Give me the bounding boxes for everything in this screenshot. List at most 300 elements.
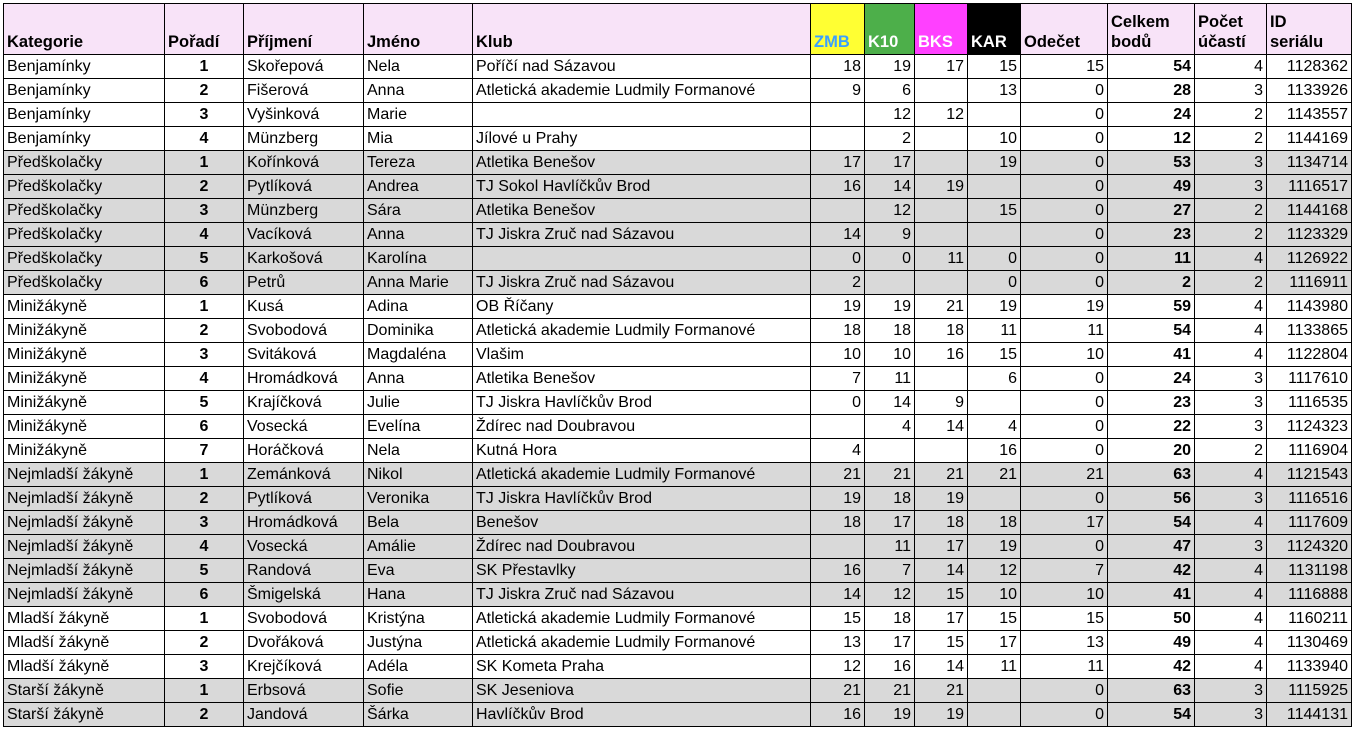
cell-celkem: 54: [1108, 55, 1195, 79]
cell-poradi: 1: [165, 679, 244, 703]
table-row: [4, 679, 1352, 703]
cell-jmeno: Anna: [364, 79, 473, 103]
cell-klub: Vlašim: [473, 343, 811, 367]
cell-k10: 11: [865, 367, 915, 391]
cell-poradi: 1: [165, 463, 244, 487]
cell-kategorie: Minižákyně: [4, 295, 165, 319]
header-id-line2: seriálu: [1270, 33, 1324, 51]
cell-kategorie: Starší žákyně: [4, 703, 165, 727]
cell-odecet: 0: [1021, 199, 1108, 223]
cell-bks: 17: [915, 607, 968, 631]
cell-kar: 10: [968, 127, 1021, 151]
table-row: [4, 247, 1352, 271]
cell-klub: TJ Jiskra Zruč nad Sázavou: [473, 271, 811, 295]
cell-celkem: 54: [1108, 703, 1195, 727]
cell-id: 1143980: [1267, 295, 1352, 319]
cell-k10: 7: [865, 559, 915, 583]
cell-odecet: 0: [1021, 103, 1108, 127]
cell-odecet: 0: [1021, 151, 1108, 175]
cell-pocet: 3: [1195, 535, 1267, 559]
cell-poradi: 3: [165, 343, 244, 367]
cell-zmb: 0: [811, 391, 865, 415]
cell-jmeno: Anna: [364, 223, 473, 247]
header-klub: Klub: [473, 4, 811, 55]
header-pocet-line2: účastí: [1198, 33, 1246, 51]
header-id: [1267, 4, 1352, 55]
cell-zmb: 14: [811, 583, 865, 607]
table-row: [4, 223, 1352, 247]
cell-pocet: 3: [1195, 79, 1267, 103]
cell-k10: 12: [865, 583, 915, 607]
cell-pocet: 3: [1195, 703, 1267, 727]
cell-zmb: 21: [811, 679, 865, 703]
cell-bks: 19: [915, 175, 968, 199]
cell-zmb: 12: [811, 655, 865, 679]
cell-pocet: 2: [1195, 223, 1267, 247]
cell-poradi: 2: [165, 703, 244, 727]
table-row: [4, 103, 1352, 127]
table-row: [4, 199, 1352, 223]
header-row: [4, 4, 1352, 55]
table-row: [4, 271, 1352, 295]
cell-odecet: 0: [1021, 223, 1108, 247]
cell-k10: 19: [865, 295, 915, 319]
table-row: [4, 151, 1352, 175]
cell-bks: 14: [915, 415, 968, 439]
cell-id: 1128362: [1267, 55, 1352, 79]
cell-pocet: 4: [1195, 559, 1267, 583]
cell-zmb: 13: [811, 631, 865, 655]
cell-pocet: 3: [1195, 679, 1267, 703]
cell-poradi: 3: [165, 103, 244, 127]
cell-prijmeni: Pytlíková: [244, 175, 364, 199]
table-row: [4, 703, 1352, 727]
cell-jmeno: Adina: [364, 295, 473, 319]
cell-pocet: 2: [1195, 103, 1267, 127]
cell-klub: Atletika Benešov: [473, 367, 811, 391]
cell-pocet: 4: [1195, 247, 1267, 271]
cell-bks: [915, 439, 968, 463]
header-odecet: Odečet: [1021, 4, 1108, 55]
cell-jmeno: Julie: [364, 391, 473, 415]
results-body: [4, 55, 1352, 727]
cell-kategorie: Nejmladší žákyně: [4, 559, 165, 583]
cell-celkem: 53: [1108, 151, 1195, 175]
cell-klub: TJ Sokol Havlíčkův Brod: [473, 175, 811, 199]
cell-kar: 16: [968, 439, 1021, 463]
cell-prijmeni: Svitáková: [244, 343, 364, 367]
header-jmeno: Jméno: [364, 4, 473, 55]
cell-id: 1131198: [1267, 559, 1352, 583]
cell-jmeno: Nela: [364, 55, 473, 79]
cell-prijmeni: Zemánková: [244, 463, 364, 487]
cell-celkem: 24: [1108, 103, 1195, 127]
cell-id: 1133865: [1267, 319, 1352, 343]
cell-jmeno: Dominika: [364, 319, 473, 343]
cell-id: 1121543: [1267, 463, 1352, 487]
cell-poradi: 4: [165, 535, 244, 559]
cell-celkem: 22: [1108, 415, 1195, 439]
cell-zmb: 19: [811, 487, 865, 511]
cell-jmeno: Hana: [364, 583, 473, 607]
cell-kar: 0: [968, 271, 1021, 295]
cell-bks: 14: [915, 559, 968, 583]
cell-prijmeni: Kusá: [244, 295, 364, 319]
cell-poradi: 1: [165, 295, 244, 319]
cell-poradi: 4: [165, 223, 244, 247]
results-table: [3, 3, 1352, 727]
cell-poradi: 1: [165, 55, 244, 79]
cell-klub: Atletická akademie Ludmily Formanové: [473, 319, 811, 343]
cell-zmb: 4: [811, 439, 865, 463]
cell-prijmeni: Münzberg: [244, 127, 364, 151]
cell-pocet: 3: [1195, 487, 1267, 511]
cell-k10: 2: [865, 127, 915, 151]
cell-k10: [865, 439, 915, 463]
cell-kategorie: Nejmladší žákyně: [4, 583, 165, 607]
cell-prijmeni: Vosecká: [244, 535, 364, 559]
cell-prijmeni: Vosecká: [244, 415, 364, 439]
cell-kategorie: Benjamínky: [4, 127, 165, 151]
cell-kategorie: Benjamínky: [4, 79, 165, 103]
cell-kar: 19: [968, 535, 1021, 559]
cell-kategorie: Benjamínky: [4, 55, 165, 79]
cell-zmb: [811, 199, 865, 223]
header-kategorie: Kategorie: [4, 4, 165, 55]
header-celkem-line1: Celkem: [1111, 13, 1170, 31]
cell-kategorie: Starší žákyně: [4, 679, 165, 703]
cell-kar: [968, 175, 1021, 199]
cell-bks: 18: [915, 511, 968, 535]
cell-jmeno: Nela: [364, 439, 473, 463]
cell-poradi: 2: [165, 175, 244, 199]
cell-kategorie: Nejmladší žákyně: [4, 535, 165, 559]
cell-zmb: 7: [811, 367, 865, 391]
cell-klub: Havlíčkův Brod: [473, 703, 811, 727]
cell-kategorie: Nejmladší žákyně: [4, 463, 165, 487]
cell-celkem: 2: [1108, 271, 1195, 295]
table-row: [4, 175, 1352, 199]
cell-celkem: 54: [1108, 511, 1195, 535]
cell-bks: 21: [915, 295, 968, 319]
cell-prijmeni: Šmigelská: [244, 583, 364, 607]
cell-kar: [968, 703, 1021, 727]
cell-kar: 15: [968, 343, 1021, 367]
cell-kategorie: Mladší žákyně: [4, 655, 165, 679]
cell-klub: Atletika Benešov: [473, 199, 811, 223]
cell-id: 1130469: [1267, 631, 1352, 655]
cell-prijmeni: Vacíková: [244, 223, 364, 247]
cell-poradi: 7: [165, 439, 244, 463]
cell-kategorie: Předškolačky: [4, 223, 165, 247]
cell-pocet: 4: [1195, 631, 1267, 655]
cell-k10: 14: [865, 391, 915, 415]
cell-prijmeni: Petrů: [244, 271, 364, 295]
cell-celkem: 41: [1108, 343, 1195, 367]
cell-celkem: 24: [1108, 367, 1195, 391]
cell-odecet: 19: [1021, 295, 1108, 319]
cell-bks: 14: [915, 655, 968, 679]
table-row: [4, 511, 1352, 535]
cell-prijmeni: Krejčíková: [244, 655, 364, 679]
cell-id: 1144131: [1267, 703, 1352, 727]
cell-odecet: 0: [1021, 439, 1108, 463]
cell-klub: TJ Jiskra Zruč nad Sázavou: [473, 583, 811, 607]
table-row: [4, 367, 1352, 391]
cell-odecet: 0: [1021, 535, 1108, 559]
cell-jmeno: Veronika: [364, 487, 473, 511]
cell-bks: 9: [915, 391, 968, 415]
cell-celkem: 42: [1108, 655, 1195, 679]
cell-bks: 21: [915, 679, 968, 703]
cell-celkem: 28: [1108, 79, 1195, 103]
cell-prijmeni: Fišerová: [244, 79, 364, 103]
cell-celkem: 49: [1108, 631, 1195, 655]
cell-bks: [915, 127, 968, 151]
cell-k10: 18: [865, 607, 915, 631]
cell-pocet: 4: [1195, 463, 1267, 487]
header-k10: K10: [865, 4, 915, 55]
cell-celkem: 59: [1108, 295, 1195, 319]
cell-klub: OB Říčany: [473, 295, 811, 319]
cell-zmb: 15: [811, 607, 865, 631]
table-row: [4, 607, 1352, 631]
cell-celkem: 41: [1108, 583, 1195, 607]
cell-jmeno: Sofie: [364, 679, 473, 703]
table-row: [4, 415, 1352, 439]
cell-id: 1124323: [1267, 415, 1352, 439]
cell-odecet: 10: [1021, 583, 1108, 607]
cell-poradi: 2: [165, 631, 244, 655]
cell-id: 1117609: [1267, 511, 1352, 535]
cell-kar: 21: [968, 463, 1021, 487]
cell-kar: 12: [968, 559, 1021, 583]
cell-id: 1123329: [1267, 223, 1352, 247]
cell-zmb: 19: [811, 295, 865, 319]
cell-id: 1122804: [1267, 343, 1352, 367]
cell-prijmeni: Svobodová: [244, 319, 364, 343]
cell-jmeno: Bela: [364, 511, 473, 535]
cell-klub: [473, 103, 811, 127]
cell-kar: 15: [968, 607, 1021, 631]
table-row: [4, 439, 1352, 463]
cell-bks: 12: [915, 103, 968, 127]
cell-k10: 10: [865, 343, 915, 367]
cell-poradi: 3: [165, 511, 244, 535]
cell-k10: 17: [865, 151, 915, 175]
cell-pocet: 4: [1195, 343, 1267, 367]
cell-prijmeni: Karkošová: [244, 247, 364, 271]
cell-kar: 4: [968, 415, 1021, 439]
cell-id: 1116904: [1267, 439, 1352, 463]
cell-k10: [865, 271, 915, 295]
cell-odecet: 15: [1021, 55, 1108, 79]
cell-pocet: 2: [1195, 127, 1267, 151]
cell-kategorie: Minižákyně: [4, 343, 165, 367]
table-row: [4, 79, 1352, 103]
cell-kategorie: Minižákyně: [4, 439, 165, 463]
cell-celkem: 27: [1108, 199, 1195, 223]
cell-pocet: 3: [1195, 175, 1267, 199]
cell-kar: [968, 391, 1021, 415]
cell-bks: 15: [915, 583, 968, 607]
cell-pocet: 3: [1195, 391, 1267, 415]
cell-bks: 15: [915, 631, 968, 655]
cell-id: 1116516: [1267, 487, 1352, 511]
cell-kategorie: Předškolačky: [4, 151, 165, 175]
cell-kar: 18: [968, 511, 1021, 535]
cell-kar: 15: [968, 199, 1021, 223]
cell-klub: TJ Jiskra Zruč nad Sázavou: [473, 223, 811, 247]
cell-odecet: 0: [1021, 487, 1108, 511]
cell-jmeno: Mia: [364, 127, 473, 151]
header-pocet-line1: Počet: [1198, 13, 1243, 31]
cell-pocet: 4: [1195, 655, 1267, 679]
cell-kategorie: Nejmladší žákyně: [4, 511, 165, 535]
cell-pocet: 2: [1195, 439, 1267, 463]
cell-prijmeni: Krajíčková: [244, 391, 364, 415]
cell-odecet: 0: [1021, 679, 1108, 703]
cell-k10: 21: [865, 463, 915, 487]
table-row: [4, 391, 1352, 415]
cell-bks: 17: [915, 535, 968, 559]
cell-poradi: 4: [165, 127, 244, 151]
cell-poradi: 6: [165, 271, 244, 295]
cell-klub: SK Jeseniova: [473, 679, 811, 703]
cell-poradi: 6: [165, 583, 244, 607]
cell-id: 1160211: [1267, 607, 1352, 631]
header-kar: KAR: [968, 4, 1021, 55]
cell-zmb: 17: [811, 151, 865, 175]
cell-zmb: 14: [811, 223, 865, 247]
cell-odecet: 10: [1021, 343, 1108, 367]
cell-kar: 19: [968, 151, 1021, 175]
cell-celkem: 12: [1108, 127, 1195, 151]
cell-poradi: 4: [165, 367, 244, 391]
cell-kar: [968, 679, 1021, 703]
cell-odecet: 11: [1021, 655, 1108, 679]
cell-klub: SK Kometa Praha: [473, 655, 811, 679]
cell-k10: 19: [865, 703, 915, 727]
cell-kar: 11: [968, 319, 1021, 343]
cell-odecet: 0: [1021, 391, 1108, 415]
cell-pocet: 3: [1195, 367, 1267, 391]
cell-id: 1124320: [1267, 535, 1352, 559]
cell-celkem: 42: [1108, 559, 1195, 583]
cell-k10: 21: [865, 679, 915, 703]
header-bks: BKS: [915, 4, 968, 55]
cell-zmb: [811, 415, 865, 439]
cell-poradi: 1: [165, 151, 244, 175]
table-row: [4, 127, 1352, 151]
header-celkem: [1108, 4, 1195, 55]
cell-id: 1134714: [1267, 151, 1352, 175]
cell-k10: 17: [865, 631, 915, 655]
cell-id: 1133940: [1267, 655, 1352, 679]
cell-celkem: 50: [1108, 607, 1195, 631]
cell-odecet: 0: [1021, 175, 1108, 199]
table-row: [4, 463, 1352, 487]
cell-zmb: 18: [811, 55, 865, 79]
cell-prijmeni: Münzberg: [244, 199, 364, 223]
cell-celkem: 49: [1108, 175, 1195, 199]
cell-pocet: 4: [1195, 583, 1267, 607]
cell-odecet: 7: [1021, 559, 1108, 583]
cell-k10: 17: [865, 511, 915, 535]
cell-poradi: 2: [165, 487, 244, 511]
cell-klub: Kutná Hora: [473, 439, 811, 463]
cell-k10: 4: [865, 415, 915, 439]
cell-jmeno: Magdaléna: [364, 343, 473, 367]
cell-bks: [915, 367, 968, 391]
cell-celkem: 63: [1108, 679, 1195, 703]
cell-klub: Poříčí nad Sázavou: [473, 55, 811, 79]
cell-zmb: 10: [811, 343, 865, 367]
cell-klub: Ždírec nad Doubravou: [473, 535, 811, 559]
cell-klub: SK Přestavlky: [473, 559, 811, 583]
cell-prijmeni: Svobodová: [244, 607, 364, 631]
cell-poradi: 1: [165, 607, 244, 631]
cell-prijmeni: Hromádková: [244, 367, 364, 391]
cell-celkem: 54: [1108, 319, 1195, 343]
cell-kategorie: Předškolačky: [4, 247, 165, 271]
header-poradi: Pořadí: [165, 4, 244, 55]
cell-kar: 6: [968, 367, 1021, 391]
cell-k10: 9: [865, 223, 915, 247]
cell-odecet: 0: [1021, 367, 1108, 391]
cell-kategorie: Minižákyně: [4, 367, 165, 391]
cell-id: 1115925: [1267, 679, 1352, 703]
cell-k10: 12: [865, 103, 915, 127]
cell-k10: 16: [865, 655, 915, 679]
cell-celkem: 63: [1108, 463, 1195, 487]
cell-kategorie: Benjamínky: [4, 103, 165, 127]
table-row: [4, 583, 1352, 607]
cell-zmb: 9: [811, 79, 865, 103]
header-prijmeni: Příjmení: [244, 4, 364, 55]
cell-kategorie: Minižákyně: [4, 391, 165, 415]
cell-kategorie: Minižákyně: [4, 415, 165, 439]
cell-pocet: 4: [1195, 295, 1267, 319]
cell-odecet: 15: [1021, 607, 1108, 631]
cell-bks: 21: [915, 463, 968, 487]
cell-kar: [968, 487, 1021, 511]
cell-jmeno: Justýna: [364, 631, 473, 655]
cell-jmeno: Sára: [364, 199, 473, 223]
header-celkem-line2: bodů: [1111, 33, 1152, 51]
cell-kategorie: Mladší žákyně: [4, 607, 165, 631]
cell-klub: TJ Jiskra Havlíčkův Brod: [473, 391, 811, 415]
cell-zmb: 18: [811, 511, 865, 535]
cell-k10: 19: [865, 55, 915, 79]
cell-pocet: 2: [1195, 271, 1267, 295]
cell-odecet: 0: [1021, 247, 1108, 271]
cell-prijmeni: Hromádková: [244, 511, 364, 535]
cell-pocet: 2: [1195, 199, 1267, 223]
cell-odecet: 0: [1021, 415, 1108, 439]
cell-pocet: 4: [1195, 607, 1267, 631]
cell-klub: Atletická akademie Ludmily Formanové: [473, 631, 811, 655]
table-row: [4, 559, 1352, 583]
cell-jmeno: Marie: [364, 103, 473, 127]
cell-klub: [473, 247, 811, 271]
table-row: [4, 295, 1352, 319]
cell-poradi: 6: [165, 415, 244, 439]
cell-id: 1144169: [1267, 127, 1352, 151]
cell-odecet: 21: [1021, 463, 1108, 487]
cell-id: 1144168: [1267, 199, 1352, 223]
cell-klub: Jílové u Prahy: [473, 127, 811, 151]
